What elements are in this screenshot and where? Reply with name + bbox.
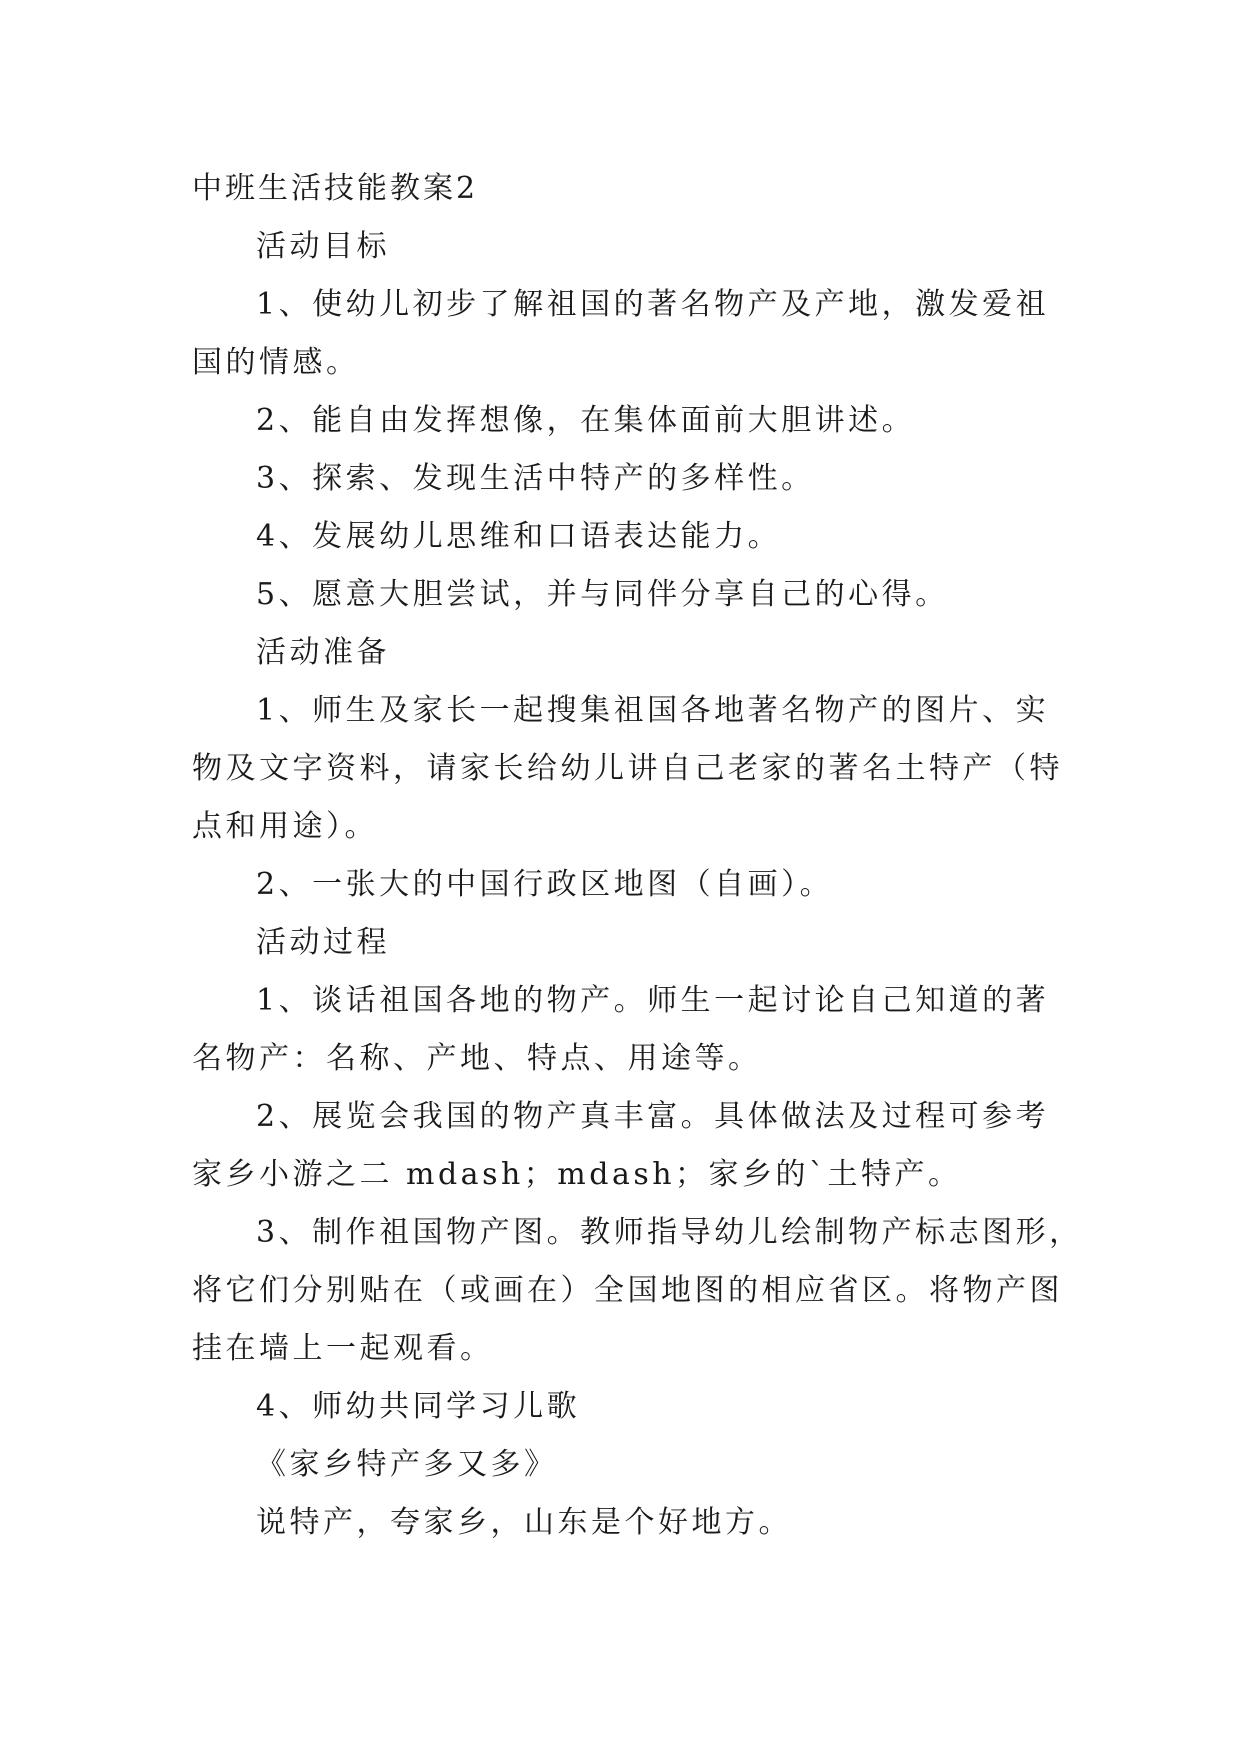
paragraph-line: 3、制作祖国物产图。教师指导幼儿绘制物产标志图形，: [256, 1215, 1083, 1250]
paragraph-line: 名物产：名称、产地、特点、用途等。: [192, 1041, 762, 1076]
paragraph-line: 点和用途）。: [192, 809, 378, 844]
paragraph-line: 2、能自由发挥想像，在集体面前大胆讲述。: [256, 403, 916, 438]
paragraph-line: 物及文字资料，请家长给幼儿讲自己老家的著名土特产（特: [192, 751, 1063, 786]
paragraph-line: 2、一张大的中国行政区地图（自画）。: [256, 867, 834, 902]
section-heading-preparation: 活动准备: [256, 635, 390, 670]
paragraph-line: 1、师生及家长一起搜集祖国各地著名物产的图片、实: [256, 693, 1050, 728]
section-heading-goals: 活动目标: [256, 229, 390, 264]
song-title: 《家乡特产多又多》: [256, 1447, 558, 1482]
paragraph-line: 将它们分别贴在（或画在）全国地图的相应省区。将物产图: [192, 1273, 1063, 1308]
document-body: [192, 160, 1083, 1552]
paragraph-line: 2、展览会我国的物产真丰富。具体做法及过程可参考: [256, 1099, 1050, 1134]
paragraph-line: 4、师幼共同学习儿歌: [256, 1389, 581, 1424]
paragraph-line: 5、愿意大胆尝试，并与同伴分享自己的心得。: [256, 577, 949, 612]
paragraph-line: 3、探索、发现生活中特产的多样性。: [256, 461, 815, 496]
section-heading-process: 活动过程: [256, 925, 390, 960]
paragraph-line: 国的情感。: [192, 345, 360, 380]
document-title: 中班生活技能教案2: [192, 171, 479, 206]
paragraph-line: 挂在墙上一起观看。: [192, 1331, 494, 1366]
paragraph-line: 4、发展幼儿思维和口语表达能力。: [256, 519, 782, 554]
song-line: 说特产，夸家乡，山东是个好地方。: [256, 1505, 792, 1540]
paragraph-line: 1、谈话祖国各地的物产。师生一起讨论自己知道的著: [256, 983, 1050, 1018]
paragraph-line: 家乡小游之二 mdash；mdash；家乡的`土特产。: [192, 1157, 962, 1192]
paragraph-line: 1、使幼儿初步了解祖国的著名物产及产地，激发爱祖: [256, 287, 1050, 322]
